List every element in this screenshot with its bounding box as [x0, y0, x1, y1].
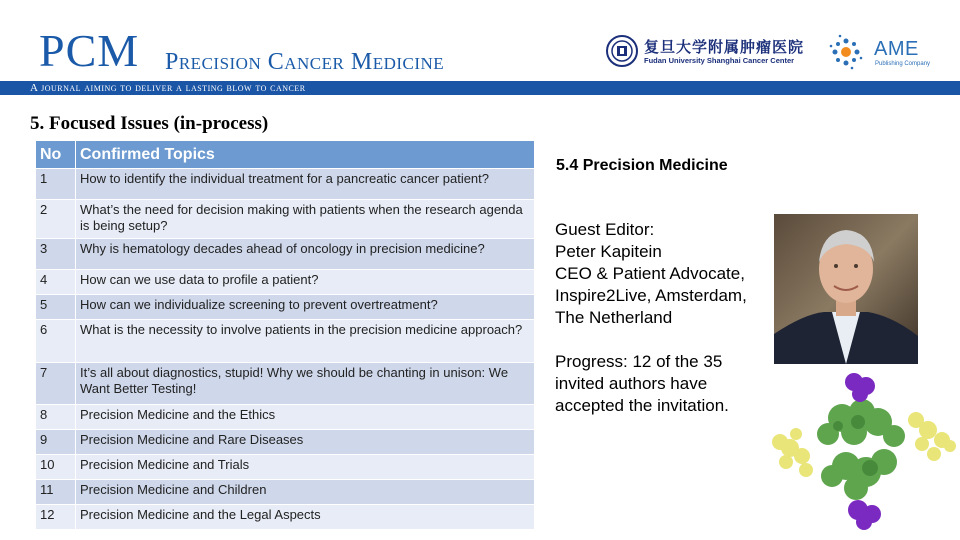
row-no: 10	[36, 455, 76, 480]
row-no: 3	[36, 239, 76, 270]
guest-editor-info	[555, 219, 747, 329]
fudan-emblem-icon	[606, 35, 638, 67]
row-topic: How can we individualize screening to prevent overtreatment?	[76, 295, 535, 320]
row-no: 12	[36, 505, 76, 530]
editor-line: CEO & Patient Advocate,	[555, 264, 745, 283]
row-topic: What’s the need for decision making with patients when the research agenda is being setup?	[76, 200, 535, 239]
row-topic: Precision Medicine and Children	[76, 480, 535, 505]
row-topic: What is the necessity to involve patients in the precision medicine approach?	[76, 320, 535, 363]
header-no: No	[36, 141, 76, 169]
brand-full-name: Precision Cancer Medicine	[165, 49, 445, 75]
row-topic: It’s all about diagnostics, stupid! Why we should be chanting in unison: We Want Better Testing!	[76, 363, 535, 405]
ame-subtitle: Publishing Company	[875, 61, 931, 67]
table-row	[36, 239, 535, 270]
topics-table	[35, 140, 535, 530]
table-row	[36, 169, 535, 200]
table-row	[36, 320, 535, 363]
table-row	[36, 200, 535, 239]
row-no: 5	[36, 295, 76, 320]
tagline-banner	[0, 81, 960, 95]
table-row	[36, 505, 535, 530]
row-topic: How to identify the individual treatment for a pancreatic cancer patient?	[76, 169, 535, 200]
ame-logo-block	[828, 34, 938, 72]
fudan-chinese-name: 复旦大学附属肿瘤医院	[644, 38, 805, 56]
table-row	[36, 405, 535, 430]
protein-structure-image	[766, 370, 960, 532]
editor-line: Guest Editor:	[555, 220, 655, 239]
row-topic: How can we use data to profile a patient?	[76, 270, 535, 295]
row-topic: Precision Medicine and the Legal Aspects	[76, 505, 535, 530]
row-topic: Why is hematology decades ahead of oncology in precision medicine?	[76, 239, 535, 270]
row-no: 8	[36, 405, 76, 430]
ame-dots-icon	[828, 34, 864, 70]
fudan-logo-block	[606, 34, 806, 70]
row-topic: Precision Medicine and Trials	[76, 455, 535, 480]
row-no: 1	[36, 169, 76, 200]
guest-editor-photo	[774, 214, 918, 364]
progress-text: Progress: 12 of the 35 invited authors have accepted the invitation.	[555, 352, 729, 415]
section-title: 5. Focused Issues (in-process)	[30, 113, 269, 134]
fudan-english-name: Fudan University Shanghai Cancer Center	[644, 56, 795, 65]
table-row	[36, 430, 535, 455]
editor-line: The Netherland	[555, 308, 673, 327]
journal-header	[0, 0, 960, 98]
editor-line: Peter Kapitein	[555, 242, 662, 261]
table-row	[36, 270, 535, 295]
row-no: 11	[36, 480, 76, 505]
editor-line: Inspire2Live, Amsterdam,	[555, 286, 747, 305]
header-topic: Confirmed Topics	[76, 141, 535, 169]
row-no: 4	[36, 270, 76, 295]
row-no: 2	[36, 200, 76, 239]
table-row	[36, 480, 535, 505]
table-row	[36, 363, 535, 405]
ame-name: AME	[874, 38, 919, 60]
table-row	[36, 295, 535, 320]
issue-title: 5.4 Precision Medicine	[556, 157, 728, 174]
row-no: 7	[36, 363, 76, 405]
table-header-row	[36, 141, 535, 169]
tagline: A journal aiming to deliver a lasting blow to cancer	[30, 82, 306, 94]
row-no: 6	[36, 320, 76, 363]
brand-short: PCM	[39, 25, 140, 76]
row-no: 9	[36, 430, 76, 455]
row-topic: Precision Medicine and Rare Diseases	[76, 430, 535, 455]
row-topic: Precision Medicine and the Ethics	[76, 405, 535, 430]
table-row	[36, 455, 535, 480]
